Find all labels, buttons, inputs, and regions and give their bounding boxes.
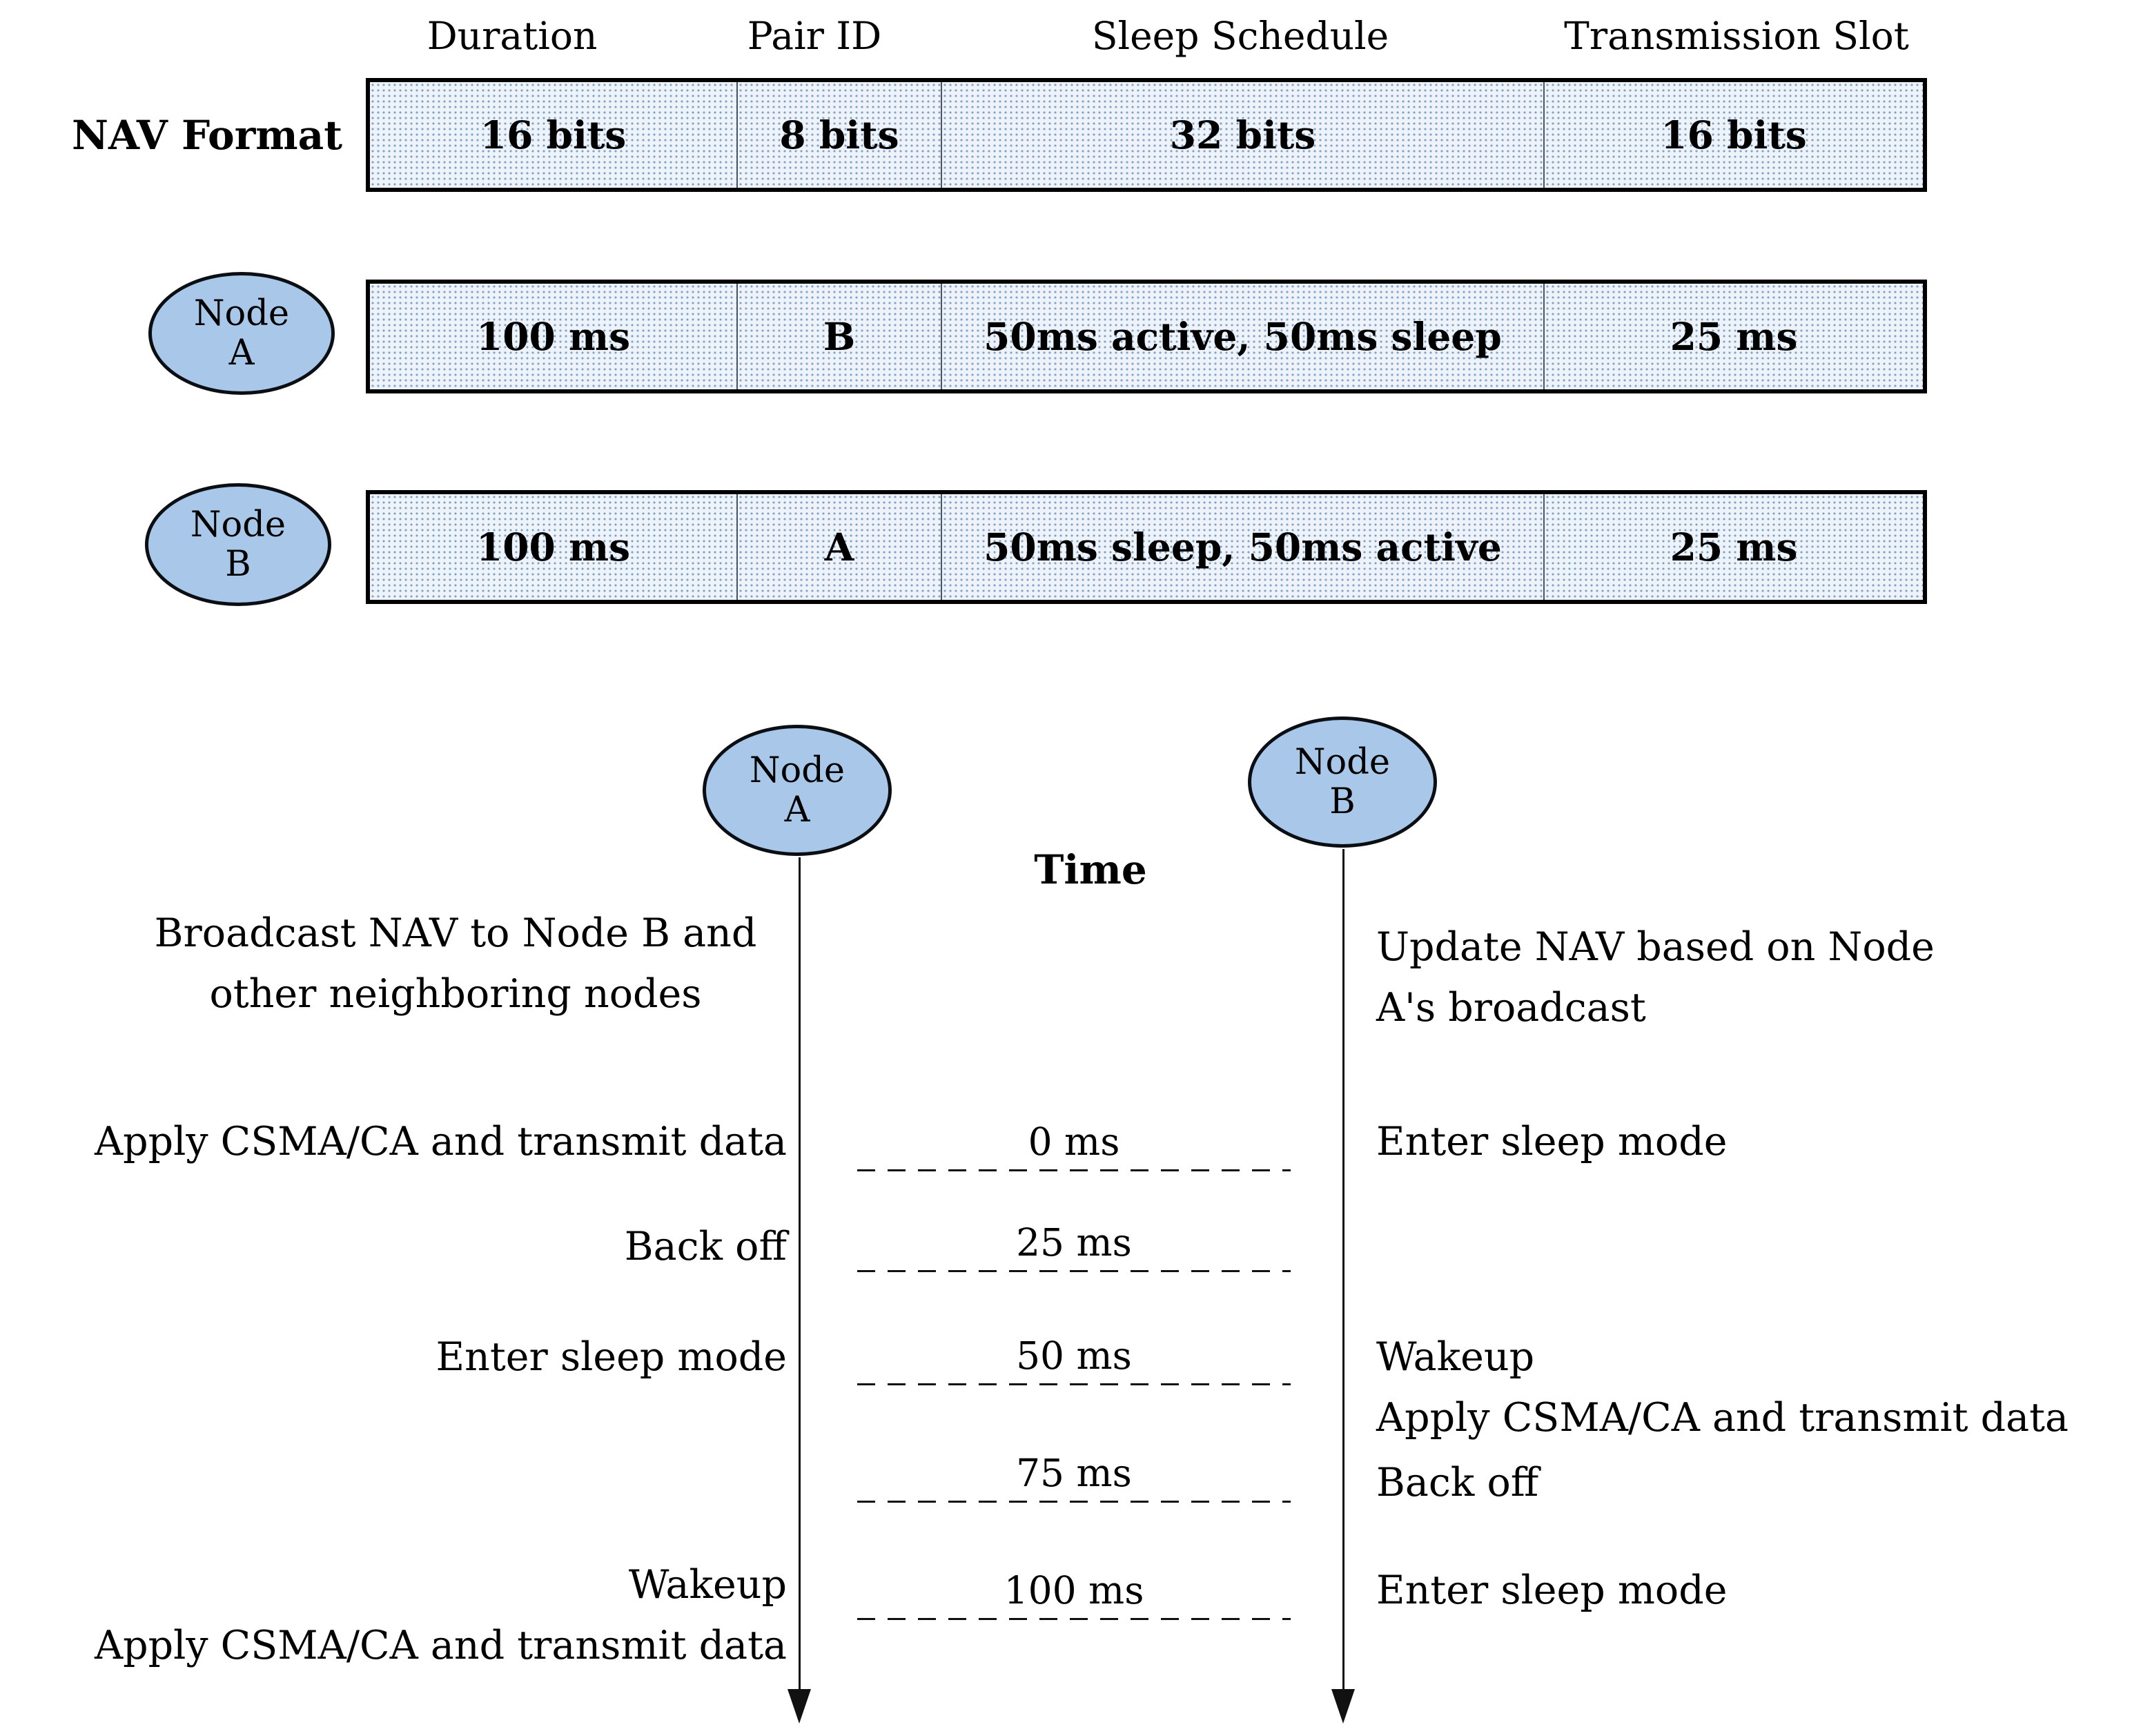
dashed-line bbox=[857, 1383, 1291, 1385]
nav-format-row bbox=[366, 78, 1927, 192]
node-a-event-broadcast bbox=[124, 903, 787, 1024]
column-header-transmission-slot: Transmission Slot bbox=[1564, 14, 1909, 58]
node-b-event-100ms: Enter sleep mode bbox=[1376, 1568, 1728, 1613]
time-mark-label: 50 ms bbox=[1016, 1334, 1132, 1378]
node-b-lifeline bbox=[1342, 849, 1344, 1689]
node-a-lifeline bbox=[799, 857, 801, 1689]
time-mark-label: 75 ms bbox=[1016, 1451, 1132, 1495]
node-a-event-broadcast-line2: other neighboring nodes bbox=[209, 971, 702, 1017]
cell-pair-id-size: 8 bits bbox=[736, 82, 941, 188]
cell-node-b-pair-id: A bbox=[736, 494, 941, 600]
node-b-event-update-line2: A's broadcast bbox=[1376, 985, 1646, 1031]
cell-node-a-transmission-slot: 25 ms bbox=[1543, 284, 1923, 389]
node-b-row-ellipse bbox=[145, 483, 331, 606]
cell-node-a-sleep-schedule: 50ms active, 50ms sleep bbox=[941, 284, 1543, 389]
nav-format-row-label: NAV Format bbox=[72, 111, 342, 159]
time-mark-label: 0 ms bbox=[1028, 1120, 1120, 1164]
node-a-event-50ms: Enter sleep mode bbox=[436, 1334, 787, 1380]
cell-node-b-duration: 100 ms bbox=[370, 494, 736, 600]
cell-duration-size: 16 bits bbox=[370, 82, 736, 188]
node-b-event-50ms bbox=[1376, 1327, 2069, 1448]
cell-sleep-schedule-size: 32 bits bbox=[941, 82, 1543, 188]
timeline-node-b-label-line1: Node bbox=[1294, 741, 1391, 783]
time-mark-50ms bbox=[857, 1334, 1291, 1385]
node-a-down-arrow-icon bbox=[788, 1689, 811, 1724]
node-a-row-label-line2: A bbox=[228, 333, 255, 373]
column-header-sleep-schedule: Sleep Schedule bbox=[1091, 14, 1389, 58]
timeline-node-b-label-line2: B bbox=[1329, 781, 1356, 822]
time-mark-100ms bbox=[857, 1568, 1291, 1620]
timeline-node-b-ellipse bbox=[1248, 716, 1437, 848]
node-a-event-broadcast-line1: Broadcast NAV to Node B and bbox=[154, 910, 757, 956]
node-b-event-update-line1: Update NAV based on Node bbox=[1376, 924, 1935, 970]
node-b-event-update bbox=[1376, 917, 1935, 1038]
node-a-event-100ms-line1: Wakeup bbox=[628, 1562, 787, 1608]
node-a-nav-row bbox=[366, 280, 1927, 393]
cell-node-a-pair-id: B bbox=[736, 284, 941, 389]
time-mark-75ms bbox=[857, 1451, 1291, 1503]
node-b-event-50ms-line2: Apply CSMA/CA and transmit data bbox=[1376, 1395, 2069, 1441]
node-a-row-ellipse bbox=[148, 272, 335, 395]
node-a-event-0ms: Apply CSMA/CA and transmit data bbox=[94, 1119, 787, 1164]
time-mark-0ms bbox=[857, 1120, 1291, 1171]
time-mark-label: 25 ms bbox=[1016, 1220, 1132, 1265]
node-b-down-arrow-icon bbox=[1331, 1689, 1355, 1724]
node-b-row-label-line1: Node bbox=[190, 504, 286, 545]
node-b-event-75ms: Back off bbox=[1376, 1460, 1539, 1505]
node-b-event-50ms-line1: Wakeup bbox=[1376, 1334, 1535, 1380]
column-header-duration: Duration bbox=[427, 14, 598, 58]
dashed-line bbox=[857, 1270, 1291, 1272]
node-a-event-25ms: Back off bbox=[624, 1224, 787, 1269]
node-a-event-100ms bbox=[95, 1554, 787, 1676]
node-b-event-0ms: Enter sleep mode bbox=[1376, 1119, 1728, 1164]
column-header-pair-id: Pair ID bbox=[747, 14, 882, 58]
cell-node-a-duration: 100 ms bbox=[370, 284, 736, 389]
time-mark-25ms bbox=[857, 1220, 1291, 1272]
node-a-event-100ms-line2: Apply CSMA/CA and transmit data bbox=[94, 1623, 787, 1668]
node-b-nav-row bbox=[366, 490, 1927, 604]
node-a-row-label-line1: Node bbox=[193, 293, 290, 334]
dashed-line bbox=[857, 1618, 1291, 1620]
cell-node-b-sleep-schedule: 50ms sleep, 50ms active bbox=[941, 494, 1543, 600]
dashed-line bbox=[857, 1169, 1291, 1171]
time-axis-label: Time bbox=[1034, 846, 1147, 893]
timeline-node-a-ellipse bbox=[703, 725, 892, 856]
time-mark-label: 100 ms bbox=[1004, 1568, 1144, 1612]
cell-transmission-slot-size: 16 bits bbox=[1543, 82, 1923, 188]
timeline-node-a-label-line2: A bbox=[784, 790, 810, 830]
node-b-row-label-line2: B bbox=[225, 544, 251, 585]
timeline-node-a-label-line1: Node bbox=[749, 750, 845, 791]
cell-node-b-transmission-slot: 25 ms bbox=[1543, 494, 1923, 600]
dashed-line bbox=[857, 1501, 1291, 1503]
